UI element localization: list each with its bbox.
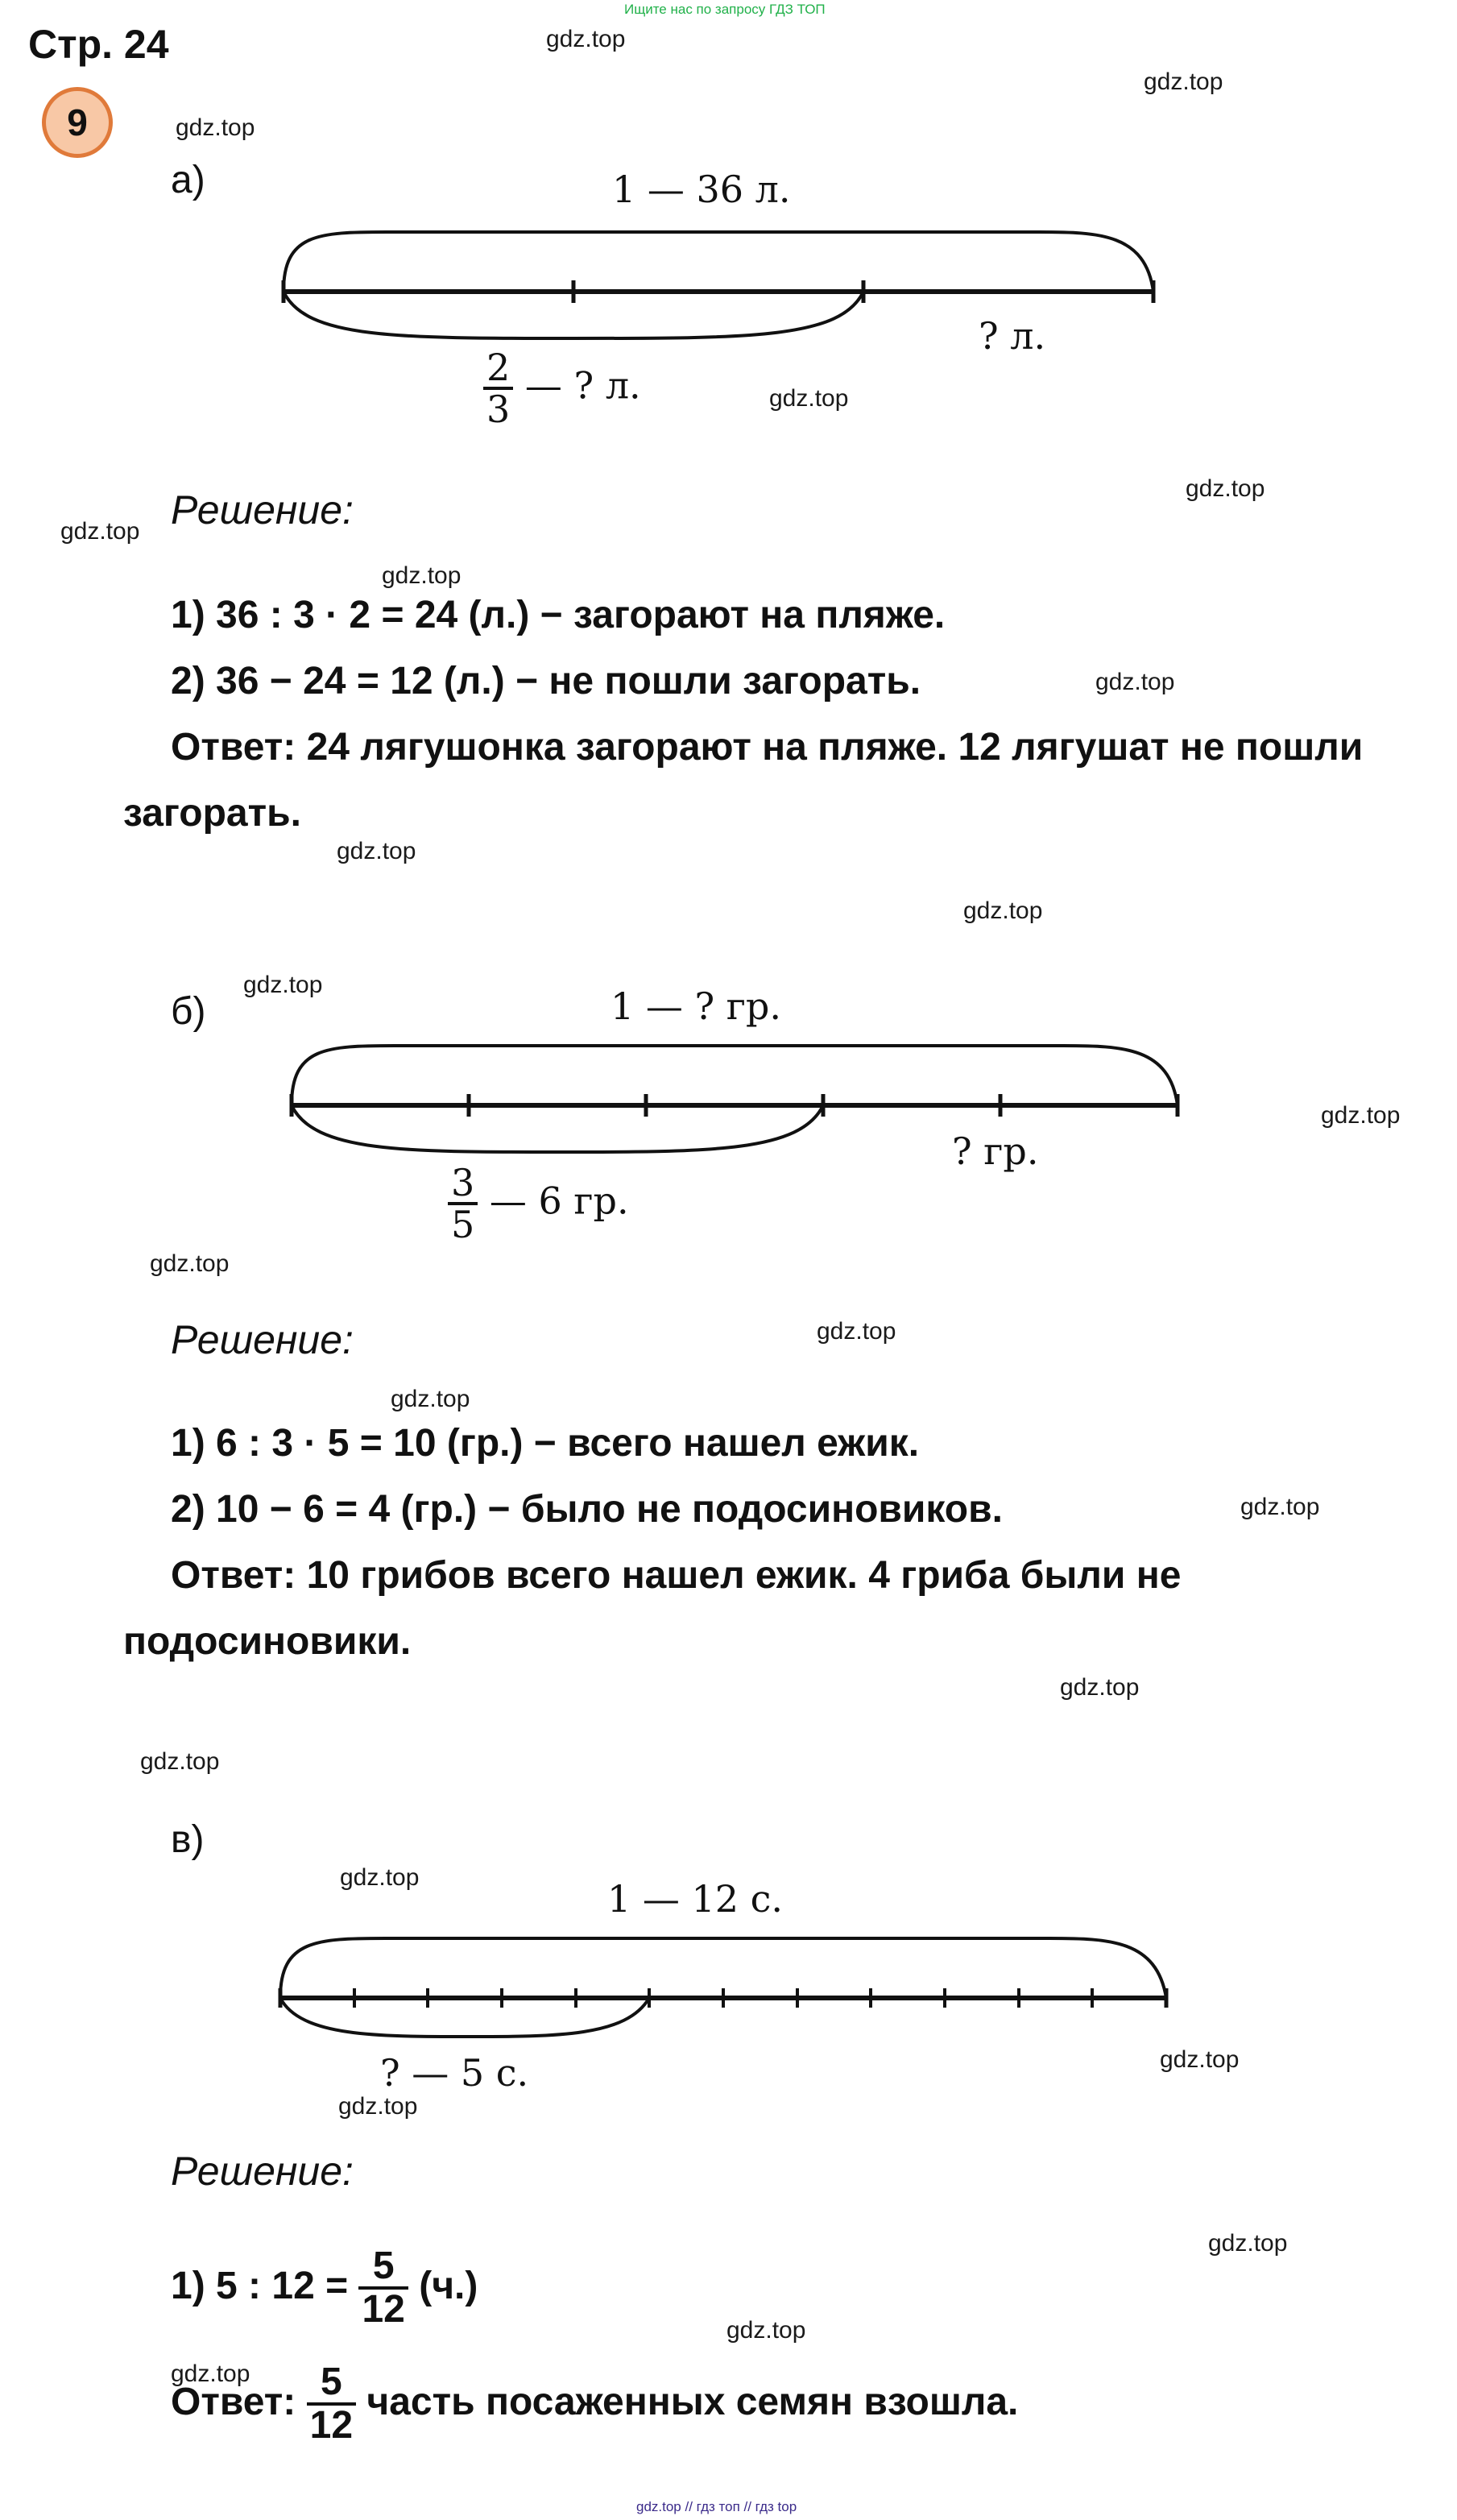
fraction-denominator: 12: [362, 2288, 405, 2331]
watermark: gdz.top: [769, 385, 849, 412]
solution-label-b: Решение:: [171, 1317, 354, 1362]
step-1-c: [171, 2246, 478, 2331]
watermark: gdz.top: [546, 26, 626, 52]
fraction-numerator: 2: [483, 348, 513, 390]
brace-part: [292, 1105, 823, 1152]
whole-label-c: 1 — 12 с.: [607, 1877, 784, 1921]
step-2-b: 2) 10 − 6 = 4 (гр.) − было не подосиновиков.: [171, 1488, 1003, 1531]
watermark: gdz.top: [1060, 1674, 1140, 1701]
solution-label-c: Решение:: [171, 2149, 354, 2194]
watermark: gdz.top: [817, 1318, 896, 1345]
part-label-a: [483, 346, 641, 432]
watermark: gdz.top: [1144, 68, 1223, 95]
part-b-label: б): [171, 990, 206, 1033]
watermark: gdz.top: [726, 2317, 806, 2344]
watermark: gdz.top: [171, 2360, 250, 2387]
fraction-numerator: 3: [448, 1163, 478, 1205]
watermark: gdz.top: [60, 518, 140, 545]
watermark: gdz.top: [1095, 669, 1175, 695]
answer-c-suffix: часть посаженных семян взошла.: [366, 2381, 1019, 2424]
rest-label-a: ? л.: [979, 314, 1046, 358]
fraction-denominator: 12: [309, 2404, 354, 2447]
watermark: gdz.top: [150, 1250, 230, 1277]
part-c-label: в): [171, 1818, 205, 1861]
part-text: — ? л.: [524, 363, 641, 408]
watermark: gdz.top: [243, 972, 323, 998]
watermark: gdz.top: [382, 562, 462, 589]
whole-label-a: 1 — 36 л.: [612, 168, 791, 211]
watermark: gdz.top: [391, 1386, 470, 1412]
watermark: gdz.top: [1240, 1494, 1320, 1520]
fraction-denominator: 3: [486, 388, 511, 432]
watermark: gdz.top: [1208, 2230, 1288, 2257]
step-1-a: 1) 36 : 3 · 2 = 24 (л.) − загорают на пляже.: [171, 594, 946, 636]
fraction-numerator: 5: [307, 2362, 356, 2406]
part-label-b: [448, 1163, 629, 1245]
part-a-label: а): [171, 159, 205, 201]
watermark: gdz.top: [337, 838, 416, 864]
watermark: gdz.top: [338, 2093, 418, 2120]
step-1-c-suffix: (ч.): [419, 2265, 478, 2308]
brace-whole: [292, 1046, 1178, 1105]
answer-a-line-1: Ответ: 24 лягушонка загорают на пляже. 12 лягушат не пошли: [171, 726, 1364, 769]
page-title: Стр. 24: [28, 22, 169, 67]
watermark: gdz.top: [340, 1864, 420, 1891]
fraction-denominator: 5: [451, 1203, 475, 1247]
watermark: gdz.top: [176, 114, 255, 141]
answer-c: [171, 2362, 1018, 2447]
footer: gdz.top // гдз топ // гдз top: [636, 2499, 797, 2514]
watermark: gdz.top: [140, 1748, 220, 1775]
step-1-b: 1) 6 : 3 · 5 = 10 (гр.) − всего нашел ежик.: [171, 1422, 920, 1465]
watermark: gdz.top: [1160, 2046, 1240, 2073]
task-number-badge: 9: [42, 87, 113, 158]
brace-part: [280, 1998, 649, 2037]
watermark: gdz.top: [1186, 475, 1265, 502]
watermark: gdz.top: [963, 897, 1043, 924]
fraction-numerator: 5: [358, 2246, 408, 2290]
step-2-a: 2) 36 − 24 = 12 (л.) − не пошли загорать.: [171, 660, 921, 703]
segment-diagram-c: [272, 1924, 1182, 2045]
answer-a-line-2: загорать.: [123, 792, 301, 835]
part-text: — 6 гр.: [489, 1179, 629, 1223]
answer-c-prefix: Ответ:: [171, 2381, 296, 2424]
rest-label-b: ? гр.: [952, 1129, 1039, 1173]
answer-b-line-1: Ответ: 10 грибов всего нашел ежик. 4 гриба были не: [171, 1554, 1182, 1597]
part-label-c: ? — 5 с.: [380, 2051, 529, 2095]
step-1-c-prefix: 1) 5 : 12 =: [171, 2265, 349, 2308]
answer-b-line-2: подосиновики.: [123, 1620, 412, 1663]
brace-whole: [284, 232, 1153, 292]
watermark: gdz.top: [1321, 1102, 1401, 1129]
solution-label-a: Решение:: [171, 487, 354, 533]
segment-diagram-b: [282, 1031, 1192, 1160]
whole-label-b: 1 — ? гр.: [611, 984, 781, 1028]
top-note: Ищите нас по запросу ГДЗ ТОП: [624, 2, 826, 17]
